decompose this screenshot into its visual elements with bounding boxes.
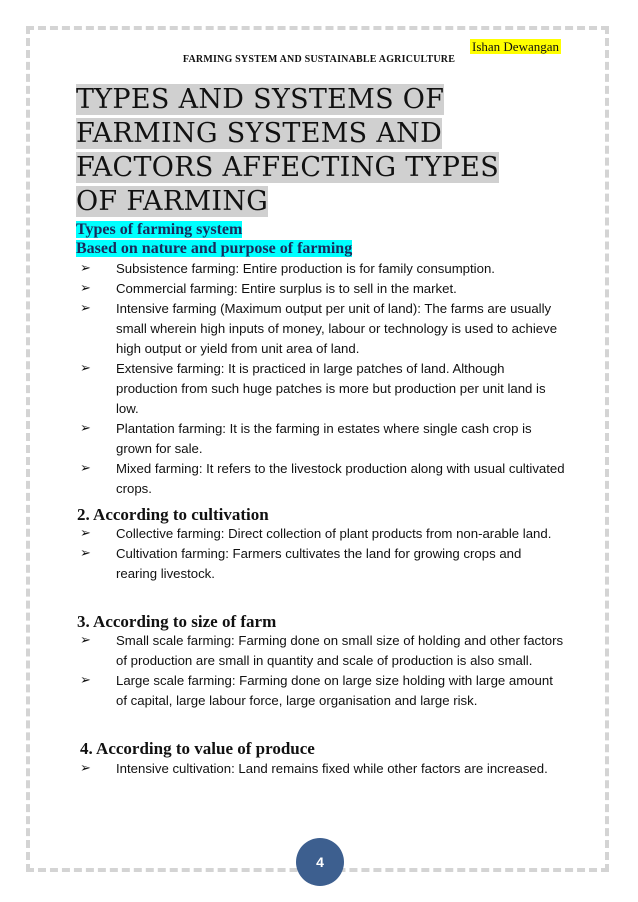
list-item-text: Small scale farming: Farming done on small size of holding and other factors of production are small in quantity and scale of production is also small. xyxy=(116,633,564,668)
arrow-bullet-icon: ➢ xyxy=(80,421,91,436)
list-item-text: Cultivation farming: Farmers cultivates the land for growing crops and rearing livestock. xyxy=(116,546,522,581)
list-item-text: Extensive farming: It is practiced in large patches of land. Although production from such huge patches is more but production per unit land is low. xyxy=(116,361,546,416)
page-title xyxy=(76,83,536,219)
arrow-bullet-icon: ➢ xyxy=(80,361,91,376)
subtitle-types-text: Types of farming system xyxy=(76,221,243,238)
list-cultivation xyxy=(80,524,565,584)
list-item xyxy=(80,259,565,279)
list-item-text: Large scale farming: Farming done on large size holding with large amount of capital, large labour force, large organisation and large risk. xyxy=(116,673,553,708)
running-header: FARMING SYSTEM AND SUSTAINABLE AGRICULTURE xyxy=(182,54,456,65)
list-size xyxy=(80,631,565,711)
list-item-text: Intensive cultivation: Land remains fixed while other factors are increased. xyxy=(116,761,548,776)
page-title-text: TYPES AND SYSTEMS OF FARMING SYSTEMS AND FACTORS AFFECTING TYPES OF FARMING xyxy=(76,84,499,217)
list-item xyxy=(80,544,565,584)
arrow-bullet-icon: ➢ xyxy=(80,633,91,648)
list-item-text: Intensive farming (Maximum output per unit of land): The farms are usually small wherein high inputs of money, labour or technology is used to achieve high output or yield from unit area of land. xyxy=(116,301,558,356)
section-heading-size: 3. According to size of farm xyxy=(77,612,277,631)
list-item xyxy=(80,279,565,299)
arrow-bullet-icon: ➢ xyxy=(80,673,91,688)
list-item xyxy=(80,759,565,779)
list-item xyxy=(80,419,565,459)
list-item xyxy=(80,631,565,671)
list-item xyxy=(80,524,565,544)
list-value xyxy=(80,759,565,779)
list-item xyxy=(80,459,565,499)
arrow-bullet-icon: ➢ xyxy=(80,761,91,776)
list-item-text: Collective farming: Direct collection of plant products from non-arable land. xyxy=(116,526,552,541)
subtitle-nature-purpose xyxy=(76,240,352,258)
arrow-bullet-icon: ➢ xyxy=(80,546,91,561)
author-name: Ishan Dewangan xyxy=(472,39,559,54)
arrow-bullet-icon: ➢ xyxy=(80,301,91,316)
arrow-bullet-icon: ➢ xyxy=(80,261,91,276)
page-number-badge: 4 xyxy=(296,838,344,886)
arrow-bullet-icon: ➢ xyxy=(80,281,91,296)
arrow-bullet-icon: ➢ xyxy=(80,461,91,476)
subtitle-types xyxy=(76,221,242,239)
subtitle-nature-purpose-text: Based on nature and purpose of farming xyxy=(76,240,353,257)
list-item xyxy=(80,359,565,419)
section-heading-value: 4. According to value of produce xyxy=(80,739,315,758)
list-item-text: Subsistence farming: Entire production is for family consumption. xyxy=(116,261,495,276)
arrow-bullet-icon: ➢ xyxy=(80,526,91,541)
section-heading-cultivation: 2. According to cultivation xyxy=(77,505,269,524)
list-item-text: Mixed farming: It refers to the livestock production along with usual cultivated crops. xyxy=(116,461,565,496)
list-item xyxy=(80,671,565,711)
list-nature-purpose xyxy=(80,259,565,499)
list-item-text: Plantation farming: It is the farming in estates where single cash crop is grown for sale. xyxy=(116,421,532,456)
list-item-text: Commercial farming: Entire surplus is to sell in the market. xyxy=(116,281,457,296)
list-item xyxy=(80,299,565,359)
